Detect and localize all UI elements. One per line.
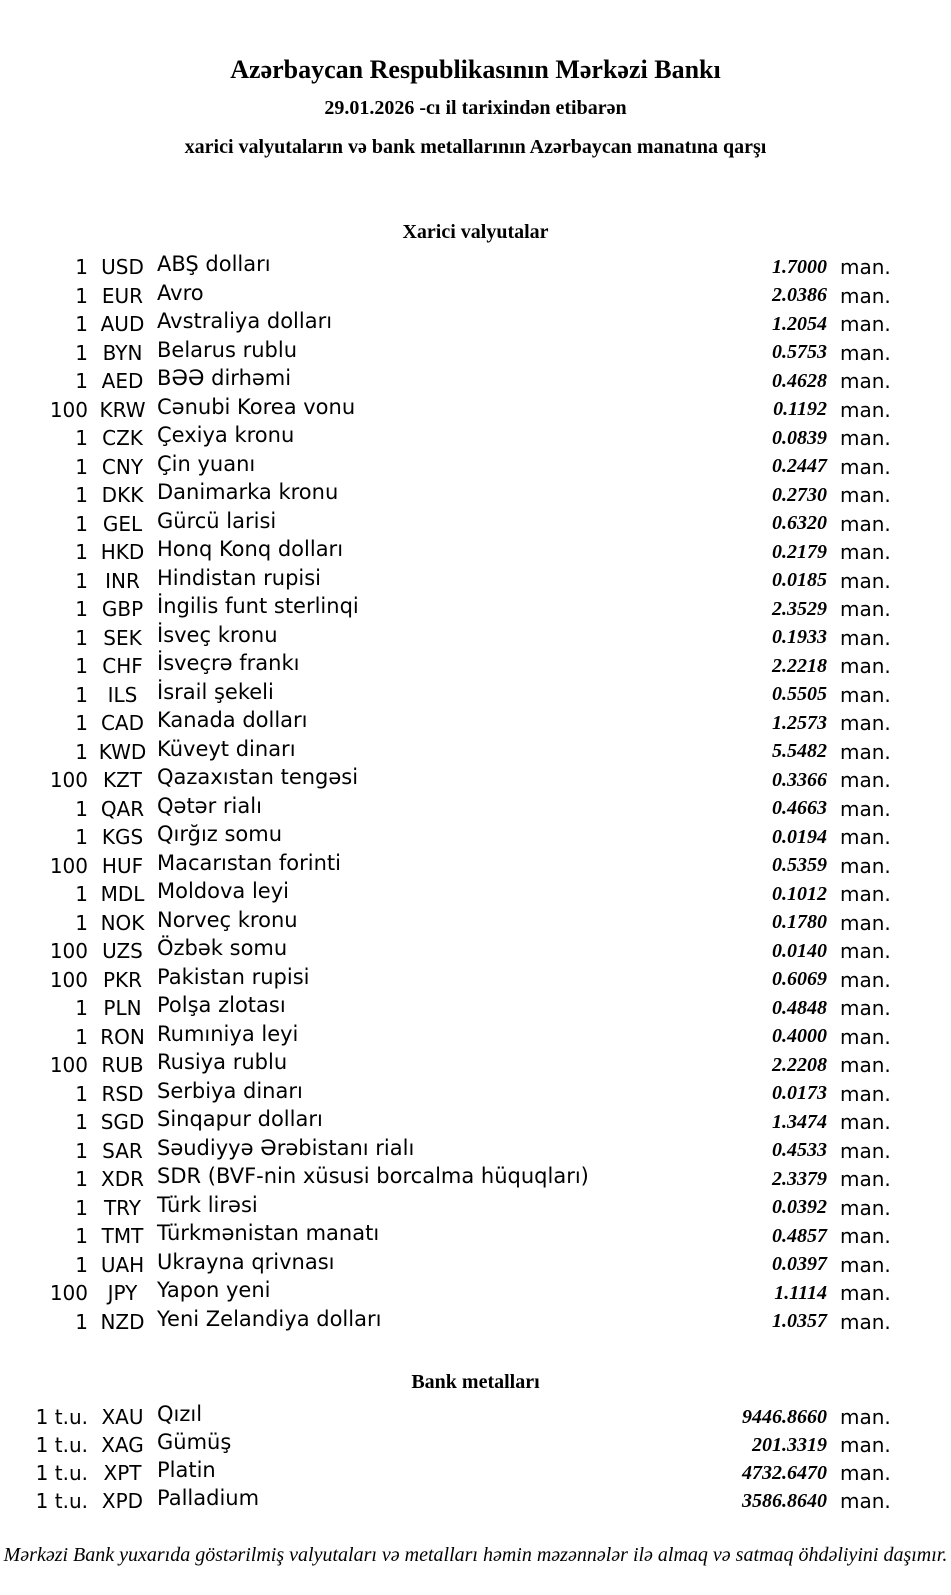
currency-row xyxy=(0,937,951,966)
currency-code: NOK xyxy=(100,910,145,935)
currency-unit-label: man. xyxy=(840,1224,891,1249)
currency-rate: 0.6320 xyxy=(772,512,827,535)
effective-date: 29.01.2026 -cı il tarixindən etibarən xyxy=(324,97,627,119)
currency-quantity: 1 xyxy=(75,882,88,907)
currency-code: KGS xyxy=(101,825,144,850)
metal-unit-label: man. xyxy=(840,1461,891,1485)
currency-quantity: 1 xyxy=(75,426,88,451)
currency-rate: 1.0357 xyxy=(772,1310,827,1333)
currency-quantity: 1 xyxy=(75,1309,88,1334)
currency-name: Norveç kronu xyxy=(157,907,298,932)
currency-unit-label: man. xyxy=(840,853,891,878)
metal-row xyxy=(0,1487,951,1515)
currency-code: HKD xyxy=(100,540,145,565)
currency-name: ABŞ dolları xyxy=(157,252,271,277)
currency-code: JPY xyxy=(107,1281,138,1306)
currency-name: Səudiyyə Ərəbistanı rialı xyxy=(157,1135,415,1160)
currency-code: EUR xyxy=(101,283,144,308)
currency-unit-label: man. xyxy=(840,454,891,479)
currency-rate: 0.4663 xyxy=(772,797,827,820)
currency-name: Serbiya dinarı xyxy=(157,1078,303,1103)
metal-code: XAU xyxy=(101,1405,144,1429)
currency-unit-label: man. xyxy=(840,939,891,964)
currency-quantity: 1 xyxy=(75,454,88,479)
currency-row xyxy=(0,1080,951,1109)
currency-unit-label: man. xyxy=(840,369,891,394)
currency-name: Türk lirəsi xyxy=(157,1192,258,1217)
currency-row xyxy=(0,595,951,624)
currency-code: DKK xyxy=(101,483,144,508)
currency-quantity: 100 xyxy=(49,397,88,422)
currency-row xyxy=(0,339,951,368)
currency-row xyxy=(0,852,951,881)
currency-row xyxy=(0,367,951,396)
currency-quantity: 1 xyxy=(75,568,88,593)
currency-code: INR xyxy=(105,568,140,593)
currency-row xyxy=(0,994,951,1023)
currency-quantity: 1 xyxy=(75,283,88,308)
currency-unit-label: man. xyxy=(840,1281,891,1306)
currency-row xyxy=(0,766,951,795)
currency-code: CHF xyxy=(102,654,143,679)
currency-name: İsveçrə frankı xyxy=(157,651,300,676)
currency-code: TRY xyxy=(103,1195,142,1220)
metal-code: XAG xyxy=(101,1433,144,1457)
currency-row xyxy=(0,567,951,596)
currency-unit-label: man. xyxy=(840,1195,891,1220)
currency-code: HUF xyxy=(101,853,144,878)
currency-row xyxy=(0,681,951,710)
metal-name: Gümüş xyxy=(157,1430,232,1454)
currency-rate: 0.0140 xyxy=(772,939,827,962)
currency-unit-label: man. xyxy=(840,1081,891,1106)
metal-name: Qızıl xyxy=(157,1402,203,1426)
currency-name: Rusiya rublu xyxy=(157,1050,288,1075)
currency-quantity: 1 xyxy=(75,1024,88,1049)
currency-code: AUD xyxy=(100,312,145,337)
currency-quantity: 1 xyxy=(75,511,88,536)
currency-unit-label: man. xyxy=(840,625,891,650)
metal-quantity: 1 t.u. xyxy=(35,1461,88,1485)
currency-row xyxy=(0,1108,951,1137)
currency-rate: 2.2218 xyxy=(772,654,827,677)
currency-rate: 1.2573 xyxy=(772,711,827,734)
currencies-table xyxy=(0,253,951,1336)
currency-code: CNY xyxy=(101,454,144,479)
currency-code: CZK xyxy=(102,426,143,451)
currency-quantity: 1 xyxy=(75,255,88,280)
currency-rate: 0.0185 xyxy=(772,569,827,592)
currency-name: Honq Konq dolları xyxy=(157,537,344,562)
currency-quantity: 1 xyxy=(75,1167,88,1192)
currency-rate: 0.0839 xyxy=(772,426,827,449)
currency-name: Qazaxıstan tengəsi xyxy=(157,765,359,790)
currency-unit-label: man. xyxy=(840,711,891,736)
currency-quantity: 1 xyxy=(75,1081,88,1106)
currency-rate: 0.0397 xyxy=(772,1253,827,1276)
currency-code: SEK xyxy=(103,625,142,650)
currency-unit-label: man. xyxy=(840,825,891,850)
metal-quantity: 1 t.u. xyxy=(35,1405,88,1429)
currency-quantity: 100 xyxy=(49,1281,88,1306)
currency-name: Hindistan rupisi xyxy=(157,565,322,590)
metal-name: Platin xyxy=(157,1458,216,1482)
currency-code: BYN xyxy=(102,340,143,365)
currency-quantity: 1 xyxy=(75,1224,88,1249)
currency-name: Macarıstan forinti xyxy=(157,850,341,875)
page-title: Azərbaycan Respublikasının Mərkəzi Bankı xyxy=(230,55,721,84)
currency-name: Yapon yeni xyxy=(157,1278,271,1303)
footer-note: Mərkəzi Bank yuxarıda göstərilmiş valyutaları və metalları həmin məzənnələr ilə almaq və satmaq öhdəliyini daşımır. xyxy=(3,1544,948,1566)
metal-unit-label: man. xyxy=(840,1433,891,1457)
currency-code: GBP xyxy=(101,597,144,622)
currency-row xyxy=(0,1137,951,1166)
metal-unit-label: man. xyxy=(840,1489,891,1513)
currency-row xyxy=(0,481,951,510)
currency-row xyxy=(0,709,951,738)
metal-rate: 4732.6470 xyxy=(742,1461,827,1484)
currency-quantity: 1 xyxy=(75,597,88,622)
currency-name: Belarus rublu xyxy=(157,337,298,362)
currency-quantity: 1 xyxy=(75,1138,88,1163)
currency-rate: 2.0386 xyxy=(772,284,827,307)
currency-code: SGD xyxy=(100,1110,145,1135)
currency-quantity: 1 xyxy=(75,1252,88,1277)
currency-quantity: 1 xyxy=(75,625,88,650)
currency-rate: 0.4848 xyxy=(772,996,827,1019)
currency-unit-label: man. xyxy=(840,1024,891,1049)
currency-row xyxy=(0,1222,951,1251)
currency-quantity: 1 xyxy=(75,369,88,394)
metals-table xyxy=(0,1403,951,1515)
currency-unit-label: man. xyxy=(840,1138,891,1163)
currency-name: Avro xyxy=(157,280,204,305)
currency-rate: 0.0194 xyxy=(772,825,827,848)
metals-section-title: Bank metalları xyxy=(411,1371,540,1393)
currency-row xyxy=(0,453,951,482)
currency-name: BƏƏ dirhəmi xyxy=(157,366,292,391)
currency-quantity: 100 xyxy=(49,939,88,964)
currency-quantity: 1 xyxy=(75,483,88,508)
currency-unit-label: man. xyxy=(840,568,891,593)
currency-unit-label: man. xyxy=(840,967,891,992)
currency-rate: 0.2730 xyxy=(772,483,827,506)
currency-quantity: 1 xyxy=(75,711,88,736)
currency-rate: 5.5482 xyxy=(772,740,827,763)
currency-name: Rumıniya leyi xyxy=(157,1021,299,1046)
currency-quantity: 1 xyxy=(75,1195,88,1220)
currency-name: Yeni Zelandiya dolları xyxy=(157,1306,382,1331)
currency-name: Danimarka kronu xyxy=(157,480,339,505)
currency-row xyxy=(0,880,951,909)
currency-unit-label: man. xyxy=(840,882,891,907)
currency-row xyxy=(0,1279,951,1308)
currency-quantity: 100 xyxy=(49,853,88,878)
currency-rate: 0.4857 xyxy=(772,1224,827,1247)
currency-rate: 1.7000 xyxy=(772,255,827,278)
currency-code: USD xyxy=(101,255,144,280)
currency-quantity: 1 xyxy=(75,739,88,764)
currency-row xyxy=(0,1194,951,1223)
currency-rate: 0.2179 xyxy=(772,540,827,563)
currency-unit-label: man. xyxy=(840,739,891,764)
currency-name: İngilis funt sterlinqi xyxy=(157,594,359,619)
currency-rate: 2.2208 xyxy=(772,1053,827,1076)
currency-name: SDR (BVF-nin xüsusi borcalma hüquqları) xyxy=(157,1164,589,1189)
currency-code: KRW xyxy=(99,397,146,422)
currency-quantity: 1 xyxy=(75,340,88,365)
currency-unit-label: man. xyxy=(840,1309,891,1334)
currency-rate: 1.2054 xyxy=(772,312,827,335)
metal-rate: 3586.8640 xyxy=(742,1489,827,1512)
currency-code: TMT xyxy=(101,1224,144,1249)
currency-unit-label: man. xyxy=(840,483,891,508)
currency-code: MDL xyxy=(100,882,145,907)
currency-name: Qətər rialı xyxy=(157,793,262,818)
currency-unit-label: man. xyxy=(840,283,891,308)
currency-row xyxy=(0,253,951,282)
currency-name: Avstraliya dolları xyxy=(157,309,333,334)
currency-code: RON xyxy=(100,1024,145,1049)
currency-rate: 2.3529 xyxy=(772,597,827,620)
currency-name: Qırğız somu xyxy=(157,822,283,847)
metal-name: Palladium xyxy=(157,1486,260,1510)
metal-row xyxy=(0,1403,951,1431)
currency-unit-label: man. xyxy=(840,540,891,565)
currency-row xyxy=(0,1023,951,1052)
currency-name: İsveç kronu xyxy=(157,622,278,647)
currency-rate: 0.4533 xyxy=(772,1139,827,1162)
currency-name: Cənubi Korea vonu xyxy=(157,394,356,419)
currency-unit-label: man. xyxy=(840,1110,891,1135)
currency-row xyxy=(0,738,951,767)
currency-code: KWD xyxy=(98,739,147,764)
currency-name: Sinqapur dolları xyxy=(157,1107,323,1132)
currency-code: RUB xyxy=(101,1053,144,1078)
currency-rate: 0.4000 xyxy=(772,1025,827,1048)
currency-name: Moldova leyi xyxy=(157,879,289,904)
currency-rate: 0.1780 xyxy=(772,911,827,934)
currency-quantity: 1 xyxy=(75,996,88,1021)
currency-quantity: 1 xyxy=(75,1110,88,1135)
currency-code: AED xyxy=(101,369,144,394)
currency-name: İsrail şekeli xyxy=(157,679,274,704)
currency-unit-label: man. xyxy=(840,511,891,536)
currency-quantity: 1 xyxy=(75,825,88,850)
currency-row xyxy=(0,795,951,824)
metal-code: XPD xyxy=(101,1489,144,1513)
currency-row xyxy=(0,823,951,852)
currency-rate: 0.5505 xyxy=(772,683,827,706)
currency-row xyxy=(0,424,951,453)
currency-rate: 1.3474 xyxy=(772,1110,827,1133)
currency-rate: 0.6069 xyxy=(772,968,827,991)
currency-row xyxy=(0,310,951,339)
currency-quantity: 100 xyxy=(49,768,88,793)
currencies-section-title: Xarici valyutalar xyxy=(402,221,549,243)
currency-rate: 0.0173 xyxy=(772,1082,827,1105)
currency-name: Ukrayna qrivnası xyxy=(157,1249,335,1274)
metal-code: XPT xyxy=(103,1461,142,1485)
currency-unit-label: man. xyxy=(840,768,891,793)
currency-code: ILS xyxy=(107,682,138,707)
currency-unit-label: man. xyxy=(840,426,891,451)
currency-rate: 0.1933 xyxy=(772,626,827,649)
currency-code: PKR xyxy=(102,967,143,992)
currency-rate: 0.5753 xyxy=(772,341,827,364)
currency-code: RSD xyxy=(101,1081,144,1106)
currency-rate: 0.5359 xyxy=(772,854,827,877)
currency-name: Çexiya kronu xyxy=(157,423,295,448)
currency-rate: 1.1114 xyxy=(774,1281,827,1304)
metal-quantity: 1 t.u. xyxy=(35,1489,88,1513)
currency-row xyxy=(0,624,951,653)
currency-rate: 0.1012 xyxy=(772,882,827,905)
currency-rate: 0.0392 xyxy=(772,1196,827,1219)
currency-quantity: 1 xyxy=(75,654,88,679)
metal-row xyxy=(0,1459,951,1487)
currency-code: XDR xyxy=(101,1167,144,1192)
currency-unit-label: man. xyxy=(840,996,891,1021)
currency-rate: 2.3379 xyxy=(772,1167,827,1190)
currency-name: Türkmənistan manatı xyxy=(157,1221,380,1246)
currency-unit-label: man. xyxy=(840,340,891,365)
currency-rate: 0.3366 xyxy=(772,768,827,791)
currency-code: UAH xyxy=(100,1252,145,1277)
metal-rate: 201.3319 xyxy=(752,1433,827,1456)
currency-row xyxy=(0,1051,951,1080)
currency-code: SAR xyxy=(102,1138,143,1163)
currency-code: GEL xyxy=(102,511,143,536)
currency-name: Gürcü larisi xyxy=(157,508,277,533)
currency-name: Çin yuanı xyxy=(157,451,256,476)
currency-quantity: 1 xyxy=(75,682,88,707)
currency-unit-label: man. xyxy=(840,796,891,821)
currency-unit-label: man. xyxy=(840,1252,891,1277)
currency-unit-label: man. xyxy=(840,682,891,707)
currency-quantity: 1 xyxy=(75,796,88,821)
currency-row xyxy=(0,282,951,311)
currency-row xyxy=(0,909,951,938)
currency-code: NZD xyxy=(100,1309,145,1334)
currency-code: CAD xyxy=(100,711,145,736)
currency-quantity: 100 xyxy=(49,967,88,992)
metal-unit-label: man. xyxy=(840,1405,891,1429)
currency-rate: 0.1192 xyxy=(773,398,827,421)
currency-unit-label: man. xyxy=(840,1167,891,1192)
currency-name: Kanada dolları xyxy=(157,708,308,733)
currency-rate: 0.4628 xyxy=(772,369,827,392)
currency-quantity: 100 xyxy=(49,1053,88,1078)
currency-code: QAR xyxy=(100,796,145,821)
currency-row xyxy=(0,1165,951,1194)
page-subtitle: xarici valyutaların və bank metallarının Azərbaycan manatına qarşı xyxy=(184,136,767,158)
currency-code: UZS xyxy=(102,939,143,964)
metal-rate: 9446.8660 xyxy=(742,1405,827,1428)
currency-row xyxy=(0,396,951,425)
metal-row xyxy=(0,1431,951,1459)
currency-unit-label: man. xyxy=(840,312,891,337)
currency-row xyxy=(0,510,951,539)
currency-row xyxy=(0,1308,951,1337)
currency-unit-label: man. xyxy=(840,397,891,422)
currency-unit-label: man. xyxy=(840,910,891,935)
currency-unit-label: man. xyxy=(840,255,891,280)
currency-row xyxy=(0,966,951,995)
currency-row xyxy=(0,652,951,681)
currency-name: Polşa zlotası xyxy=(157,993,286,1018)
currency-unit-label: man. xyxy=(840,654,891,679)
currency-unit-label: man. xyxy=(840,1053,891,1078)
currency-row xyxy=(0,538,951,567)
currency-quantity: 1 xyxy=(75,540,88,565)
currency-code: PLN xyxy=(103,996,142,1021)
metal-quantity: 1 t.u. xyxy=(35,1433,88,1457)
currency-rate: 0.2447 xyxy=(772,455,827,478)
currency-unit-label: man. xyxy=(840,597,891,622)
currency-code: KZT xyxy=(102,768,143,793)
currency-name: Özbək somu xyxy=(157,936,288,961)
currency-row xyxy=(0,1251,951,1280)
currency-quantity: 1 xyxy=(75,910,88,935)
currency-name: Küveyt dinarı xyxy=(157,736,296,761)
currency-quantity: 1 xyxy=(75,312,88,337)
currency-name: Pakistan rupisi xyxy=(157,964,310,989)
